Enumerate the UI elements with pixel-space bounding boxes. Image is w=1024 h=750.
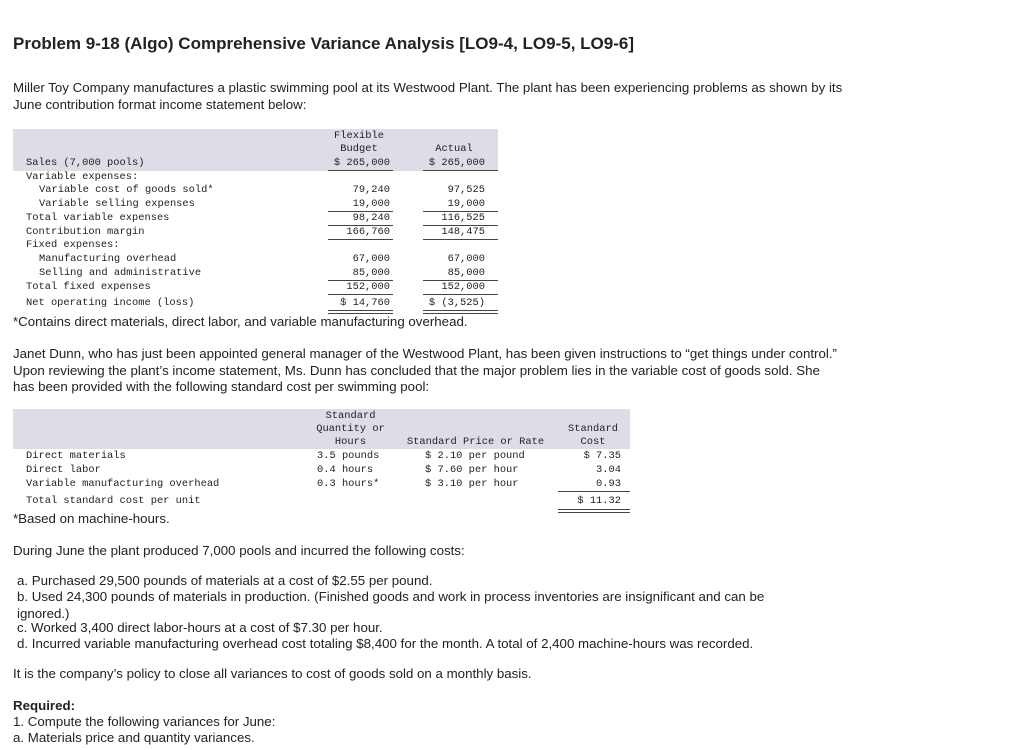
cost-list-item-b: b. Used 24,300 pounds of materials in production. (Finished goods and work in process inventories are insignificant and can be ignored.): [17, 589, 765, 621]
flexible-header-line2: Budget: [340, 143, 378, 155]
paragraph-dunn: Janet Dunn, who has just been appointed general manager of the Westwood Plant, has been given instructions to “get things under control.” Upon reviewing the plant’s income statement, Ms. Dunn has concluded that the major problem lies in the variable cost of goods sold. She has been provided with the following standard cost per swimming pool:: [13, 346, 837, 394]
table-row-label: Variable cost of goods sold*: [39, 184, 214, 196]
intro-paragraph: Miller Toy Company manufactures a plastic swimming pool at its Westwood Plant. The plant has been experiencing problems as shown by its June contribution format income statement below:: [13, 80, 843, 112]
total-value: $ 11.32: [577, 495, 621, 507]
underline: [423, 239, 498, 240]
table-row-label: Contribution margin: [26, 226, 145, 238]
actual-value: 85,000: [447, 267, 485, 279]
underline: [328, 239, 393, 240]
flexible-value: 79,240: [352, 184, 390, 196]
actual-value: 116,525: [441, 212, 485, 224]
table-row-label: Direct materials: [26, 450, 126, 462]
cost-header-line2: Cost: [580, 436, 606, 448]
cost-value: 0.93: [596, 478, 621, 490]
flexible-header-line1: Flexible: [334, 130, 384, 142]
cost-list-item-d: d. Incurred variable manufacturing overhead cost totaling $8,400 for the month. A total of 2,400 machine-hours was recorded.: [17, 636, 754, 651]
flexible-value: 166,760: [346, 226, 390, 238]
required-item-1: 1. Compute the following variances for June:: [13, 714, 276, 729]
underline: [328, 170, 393, 171]
price-header: Standard Price or Rate: [406, 436, 545, 448]
table-row-label: Sales (7,000 pools): [26, 157, 145, 169]
income-statement-table: [13, 129, 498, 311]
actual-value: 67,000: [447, 253, 485, 265]
required-heading: Required:: [13, 698, 76, 713]
table-row-label: Direct labor: [26, 464, 101, 476]
flexible-value: $ 265,000: [333, 157, 390, 169]
policy-paragraph: It is the company’s policy to close all variances to cost of goods sold on a monthly basis.: [13, 666, 532, 681]
actual-value: $ 265,000: [428, 157, 485, 169]
qty-value: 3.5 pounds: [317, 450, 380, 462]
income-footnote: *Contains direct materials, direct labor, and variable manufacturing overhead.: [13, 314, 468, 329]
table-row-label: Net operating income (loss): [26, 297, 195, 309]
qty-header-line2: Quantity or: [316, 423, 385, 435]
standard-footnote: *Based on machine-hours.: [13, 511, 170, 526]
actual-value: 19,000: [447, 198, 485, 210]
qty-header-line3: Hours: [334, 436, 367, 448]
cost-list-item-a: a. Purchased 29,500 pounds of materials at a cost of $2.55 per pound.: [17, 573, 433, 588]
table-row-label: Variable expenses:: [26, 171, 139, 183]
actual-value: 97,525: [447, 184, 485, 196]
flexible-value: 67,000: [352, 253, 390, 265]
qty-value: 0.3 hours*: [317, 478, 380, 490]
table-row-label: Selling and administrative: [39, 267, 202, 279]
qty-header-line1: Standard: [325, 410, 376, 422]
actual-value: 148,475: [441, 226, 485, 238]
table-row-label: Total fixed expenses: [26, 281, 151, 293]
table-row-label: Fixed expenses:: [26, 239, 120, 251]
table-row-label: Manufacturing overhead: [39, 253, 177, 265]
paragraph-june-costs: During June the plant produced 7,000 pools and incurred the following costs:: [13, 543, 465, 558]
page-title: Problem 9-18 (Algo) Comprehensive Variance Analysis [LO9-4, LO9-5, LO9-6]: [13, 34, 634, 53]
required-item-1a: a. Materials price and quantity variances.: [13, 730, 255, 745]
flexible-value: 98,240: [352, 212, 390, 224]
underline: [558, 491, 630, 492]
underline: [423, 294, 498, 295]
price-value: $ 7.60 per hour: [425, 464, 519, 476]
table-row-label: Variable selling expenses: [39, 198, 195, 210]
qty-value: 0.4 hours: [317, 464, 374, 476]
table-row-label: Variable manufacturing overhead: [26, 478, 220, 490]
price-value: $ 3.10 per hour: [425, 478, 519, 490]
cost-value: 3.04: [596, 464, 621, 476]
cost-list-item-c: c. Worked 3,400 direct labor-hours at a cost of $7.30 per hour.: [17, 620, 383, 635]
underline: [328, 294, 393, 295]
cost-value: $ 7.35: [583, 450, 621, 462]
table-row-label: Total variable expenses: [26, 212, 170, 224]
flexible-value: 19,000: [352, 198, 390, 210]
actual-header: Actual: [435, 143, 473, 155]
standard-cost-table: [13, 409, 630, 513]
total-label: Total standard cost per unit: [26, 495, 201, 507]
flexible-value: 152,000: [346, 281, 390, 293]
underline: [423, 170, 498, 171]
actual-value: $ (3,525): [428, 297, 485, 309]
cost-header-line1: Standard: [568, 423, 618, 435]
double-underline: [558, 509, 630, 513]
actual-value: 152,000: [441, 281, 485, 293]
flexible-value: $ 14,760: [340, 297, 390, 309]
price-value: $ 2.10 per pound: [425, 450, 525, 462]
flexible-value: 85,000: [352, 267, 390, 279]
